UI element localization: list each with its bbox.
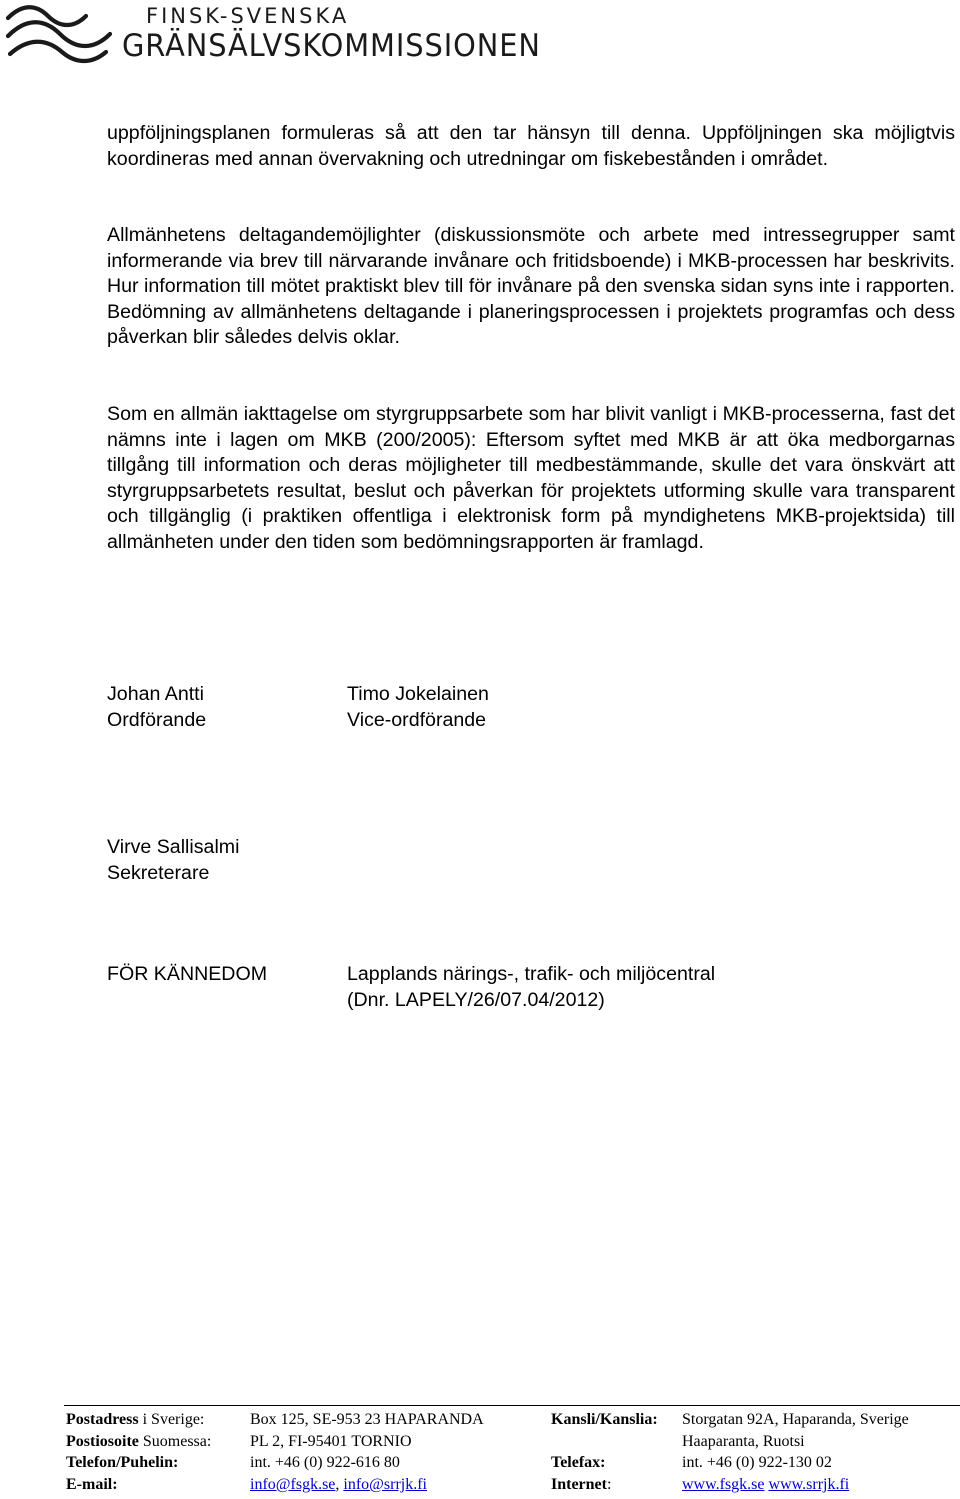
footer-divider <box>64 1405 960 1406</box>
internet-label: Internet: <box>551 1476 612 1493</box>
email-link-srrjk[interactable]: info@srrjk.fi <box>343 1476 427 1493</box>
postal-address-se: Box 125, SE-953 23 HAPARANDA <box>250 1411 484 1428</box>
secretary-name: Virve Sallisalmi <box>107 836 240 858</box>
office-address: Storgatan 92A, Haparanda, Sverige <box>682 1411 909 1428</box>
secretary-title: Sekreterare <box>107 862 210 884</box>
web-link-srrjk[interactable]: www.srrjk.fi <box>768 1476 850 1493</box>
phone-label: Telefon/Puhelin: <box>66 1454 179 1471</box>
postal-label-fi: Postiosoite Suomessa: <box>66 1433 212 1450</box>
body-paragraph-1: uppföljningsplanen formuleras så att den tar hänsyn till denna. Uppföljningen ska möjligtvis koordineras med annan övervakning och utredningar om fiskebestånden i området. <box>107 122 955 170</box>
phone-value: int. +46 (0) 922-616 80 <box>250 1454 400 1471</box>
fax-value: int. +46 (0) 922-130 02 <box>682 1454 832 1471</box>
body-paragraph-2: Allmänhetens deltagandemöjlighter (diskussionsmöte och arbete med intressegrupper samt informerande via brev till närvarande invånare och fritidsboende) i MKB-processen har beskrivits. Hur information till mötet praktiskt blev till för invånare på den svenska sidan syns inte i rapporten. Bedömning av allmänhetens deltagande i planeringsprocessen i projektets programfas och dess påverkan blir således delvis oklar. <box>107 224 955 349</box>
email-label: E-mail: <box>66 1476 118 1493</box>
web-link-fsgk[interactable]: www.fsgk.se <box>682 1476 765 1493</box>
fax-label: Telefax: <box>551 1454 606 1471</box>
vice-chair-name: Timo Jokelainen <box>347 683 489 705</box>
email-link-fsgk[interactable]: info@fsgk.se <box>250 1476 336 1493</box>
notice-reference: (Dnr. LAPELY/26/07.04/2012) <box>347 989 605 1011</box>
logo-wave-icon <box>2 2 120 68</box>
postal-address-fi: PL 2, FI-95401 TORNIO <box>250 1433 412 1450</box>
vice-chair-title: Vice-ordförande <box>347 709 487 731</box>
commission-logo <box>2 2 541 68</box>
logo-line-2: GRÄNSÄLVSKOMMISSIONEN <box>122 28 541 64</box>
office-label: Kansli/Kanslia: <box>551 1411 658 1428</box>
office-address-fi: Haaparanta, Ruotsi <box>682 1433 805 1450</box>
logo-line-1: FINSK-SVENSKA <box>146 4 350 28</box>
chair-title: Ordförande <box>107 709 207 731</box>
chair-name: Johan Antti <box>107 683 204 705</box>
postal-label-se: Postadress i Sverige: <box>66 1411 205 1428</box>
body-paragraph-3: Som en allmän iakttagelse om styrgruppsarbete som har blivit vanligt i MKB-processerna, fast det nämns inte i lagen om MKB (200/2005): Eftersom syftet med MKB är att öka medborgarnas tillgång till information och deras möjligheter till medbestämmande, skulle det vara önskvärt att styrgruppsarbetets resultat, beslut och påverkan för projektets utforming skulle vara transparent och tillgänglig (i praktiken offentliga i elektronisk form på myndighetens MKB-projektsida) till allmänheten under den tiden som bedömningsrapporten är framlagd. <box>107 403 955 553</box>
email-links: info@fsgk.se, info@srrjk.fi <box>250 1476 427 1493</box>
web-links <box>682 1475 849 1495</box>
notice-recipient: Lapplands närings-, trafik- och miljöcentral <box>347 963 716 985</box>
notice-label: FÖR KÄNNEDOM <box>107 963 268 985</box>
